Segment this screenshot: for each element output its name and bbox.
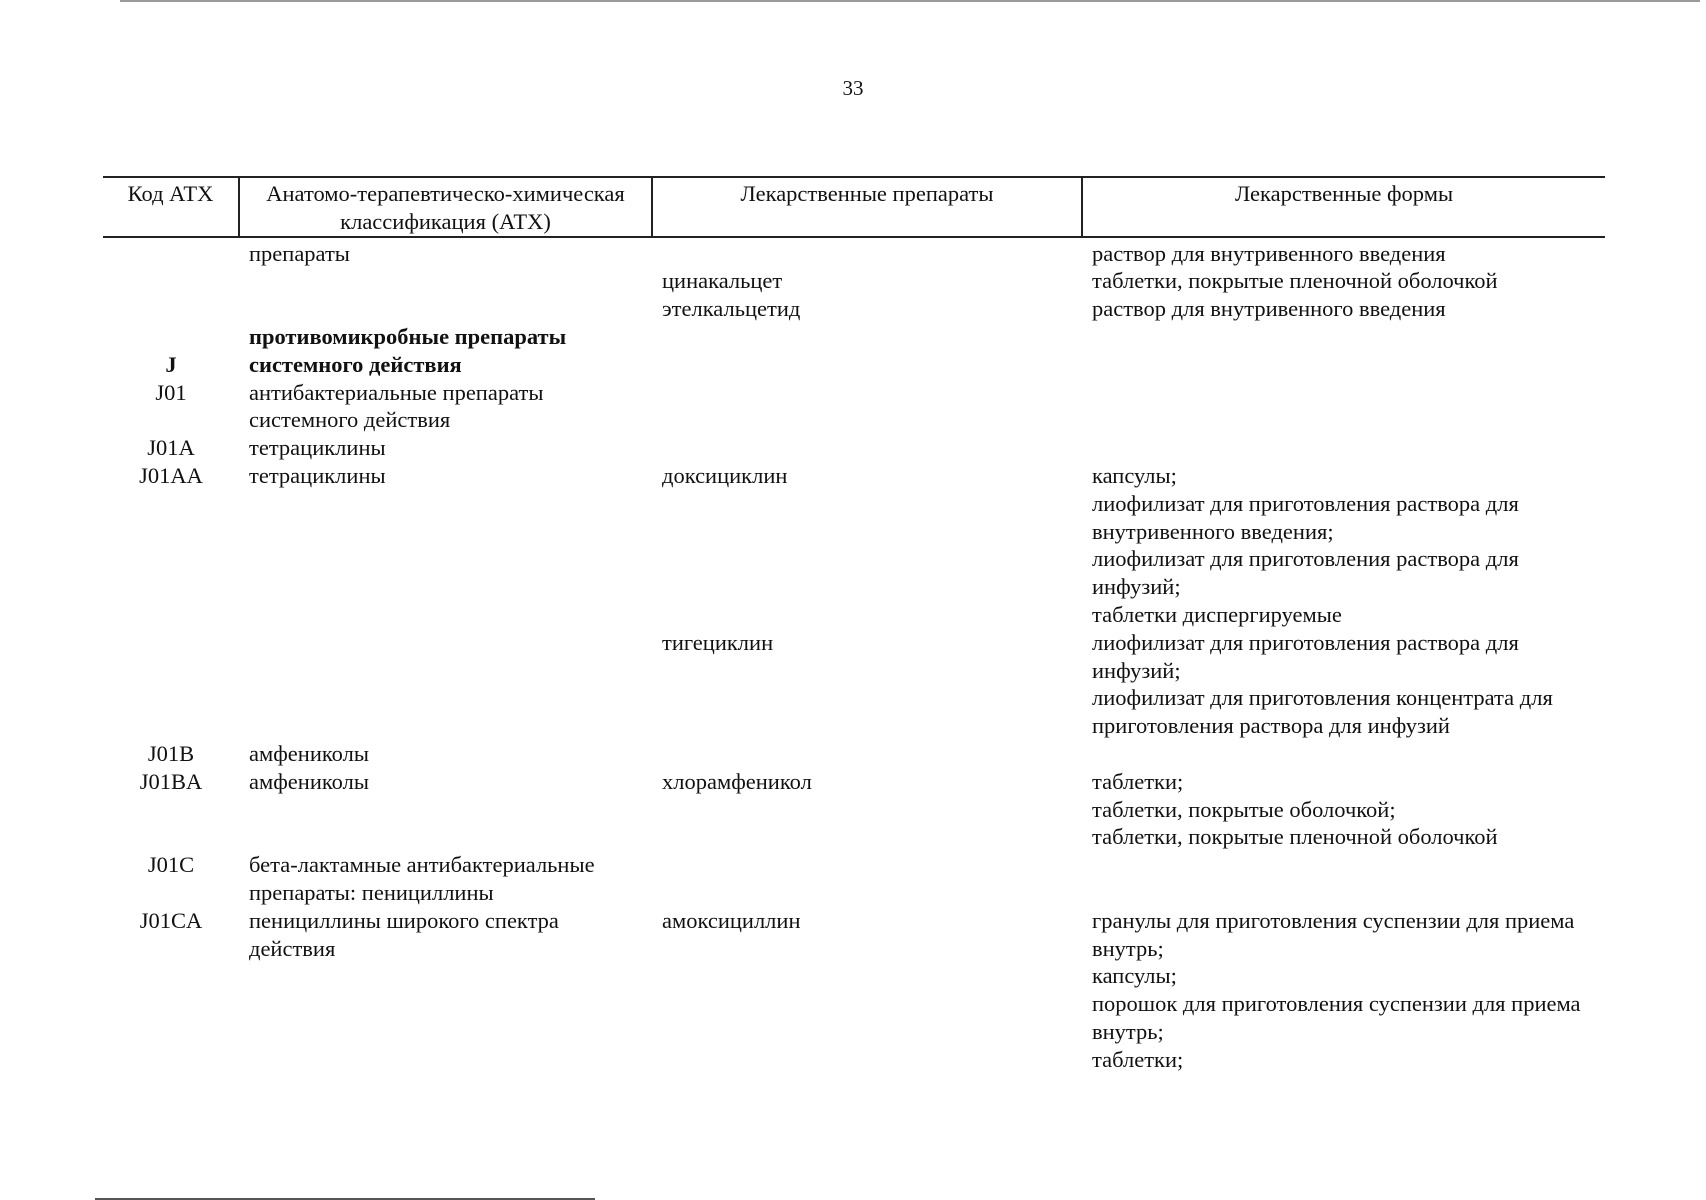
- row-forms: таблетки; таблетки, покрытые оболочкой; таблетки, покрытые пленочной оболочкой: [1092, 768, 1498, 850]
- row-classification: амфениколы: [249, 768, 369, 794]
- table-row: [103, 851, 1605, 907]
- header-forms: Лекарственные формы: [1082, 177, 1605, 237]
- table-row: [103, 768, 1605, 851]
- row-drug: амоксициллин: [662, 907, 801, 933]
- row-drug: цинакальцет этелкальцетид: [662, 268, 801, 322]
- row-code: J01A: [147, 435, 195, 461]
- scan-edge-top: [120, 0, 1700, 2]
- row-code: J01AA: [139, 462, 203, 488]
- row-code: J01B: [147, 740, 195, 766]
- row-classification: препараты: [249, 240, 350, 266]
- row-drug: [652, 379, 1082, 435]
- row-forms: раствор для внутривенного введения таблетки, покрытые пленочной оболочкой раствор для внутривенного введения: [1092, 240, 1498, 322]
- row-drug: хлорамфеникол: [662, 768, 812, 794]
- row-forms: [1082, 740, 1605, 768]
- table-row: [103, 323, 1605, 379]
- table-row: [103, 379, 1605, 435]
- row-classification: антибактериальные препараты системного действия: [249, 379, 544, 433]
- row-code: J01CA: [139, 907, 203, 933]
- row-code: [103, 237, 239, 323]
- row-drug: [652, 434, 1082, 462]
- table-row: [103, 907, 1605, 1074]
- row-code: J01C: [147, 852, 195, 878]
- header-classification: Анатомо-терапевтическо-химическая классификация (АТХ): [239, 177, 652, 237]
- table-row: [103, 462, 1605, 629]
- row-classification: амфениколы: [249, 740, 369, 766]
- row-forms: капсулы; лиофилизат для приготовления раствора для внутривенного введения; лиофилизат для приготовления раствора для инфузий; таблетки диспергируемые: [1092, 462, 1519, 627]
- row-classification: тетрациклины: [249, 462, 386, 488]
- atx-table: [103, 176, 1605, 1074]
- row-forms: [1082, 434, 1605, 462]
- row-drug: [652, 740, 1082, 768]
- row-classification: противомикробные препараты системного действия: [249, 323, 567, 377]
- row-classification: пенициллины широкого спектра действия: [249, 907, 559, 961]
- table-row: [103, 434, 1605, 462]
- row-code: J01: [155, 379, 187, 405]
- table-row: [103, 629, 1605, 740]
- row-classification: тетрациклины: [249, 435, 386, 461]
- page-number: 33: [842, 76, 864, 100]
- row-forms: [1082, 323, 1605, 379]
- row-code: [103, 629, 239, 740]
- row-classification: [239, 629, 652, 740]
- row-drug: тигециклин: [662, 629, 774, 655]
- row-forms: лиофилизат для приготовления раствора для инфузий; лиофилизат для приготовления концентрата для приготовления раствора для инфузий: [1092, 629, 1553, 739]
- table-header-row: [103, 177, 1605, 237]
- row-drug: [652, 851, 1082, 907]
- row-forms: гранулы для приготовления суспензии для приема внутрь; капсулы; порошок для приготовления суспензии для приема внутрь; таблетки;: [1092, 907, 1581, 1072]
- row-drug: доксициклин: [662, 462, 788, 488]
- row-code: J: [165, 351, 177, 377]
- row-forms: [1082, 379, 1605, 435]
- row-code: J01BA: [139, 768, 203, 794]
- header-drugs: Лекарственные препараты: [652, 177, 1082, 237]
- header-code: Код АТХ: [103, 177, 239, 237]
- row-drug: [652, 323, 1082, 379]
- row-forms: [1082, 851, 1605, 907]
- row-classification: бета-лактамные антибактериальные препараты: пенициллины: [249, 852, 595, 905]
- table-row: [103, 237, 1605, 323]
- table-row: [103, 740, 1605, 768]
